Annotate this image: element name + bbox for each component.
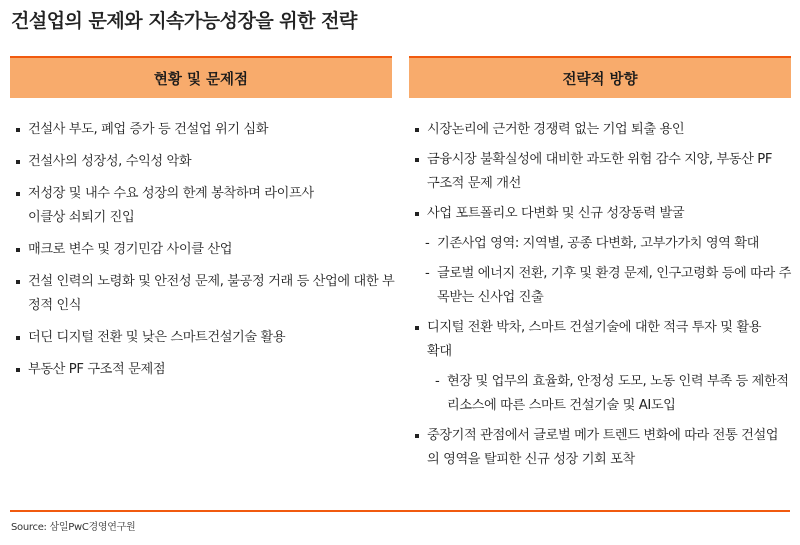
source-note: Source: 삼일PwC경영연구원 <box>11 522 136 533</box>
list-item: 저성장 및 내수 수요 성장의 한계 봉착하며 라이프사이클상 쇠퇴기 진입 <box>16 182 318 230</box>
list-item: 시장논리에 근거한 경쟁력 없는 기업 퇴출 용인 <box>415 118 791 142</box>
list-item: 부동산 PF 구조적 문제점 <box>16 358 392 382</box>
panel-header: 현황 및 문제점 <box>10 56 392 98</box>
list-item: 디지털 전환 박차, 스마트 건설기술에 대한 적극 투자 및 활용 확대 <box>415 316 777 364</box>
list-item: 사업 포트폴리오 다변화 및 신규 성장동력 발굴 <box>415 202 791 226</box>
list-item: 건설사의 성장성, 수익성 악화 <box>16 150 392 174</box>
list-item: 건설 인력의 노령화 및 안전성 문제, 불공정 거래 등 산업에 대한 부정적 인식 <box>16 270 398 318</box>
sub-list-item: - 글로벌 에너지 전환, 기후 및 환경 문제, 인구고령화 등에 따라 주목받는 신사업 진출 <box>425 266 791 305</box>
list-item: 매크로 변수 및 경기민감 사이클 산업 <box>16 238 392 262</box>
sub-list-item: - 기존사업 영역: 지역별, 공종 다변화, 고부가가치 영역 확대 <box>425 236 759 251</box>
strategy-panel <box>409 56 791 512</box>
divider <box>10 510 790 512</box>
panel-header: 전략적 방향 <box>409 56 791 98</box>
current-issues-panel <box>10 56 395 512</box>
list-item: 건설사 부도, 폐업 증가 등 건설업 위기 심화 <box>16 118 392 142</box>
page-title: 건설업의 문제와 지속가능성장을 위한 전략 <box>11 10 357 32</box>
list-item: 중장기적 관점에서 글로벌 메가 트렌드 변화에 따라 전통 건설업의 영역을 탈피한 신규 성장 기회 포착 <box>415 424 787 472</box>
list-item: 더딘 디지털 전환 및 낮은 스마트건설기술 활용 <box>16 326 392 350</box>
sub-list-item: - 현장 및 업무의 효율화, 안정성 도모, 노동 인력 부족 등 제한적 리소스에 따른 스마트 건설기술 및 AI도입 <box>435 374 789 413</box>
list-item: 금융시장 불확실성에 대비한 과도한 위험 감수 지양, 부동산 PF구조적 문제 개선 <box>415 148 777 196</box>
